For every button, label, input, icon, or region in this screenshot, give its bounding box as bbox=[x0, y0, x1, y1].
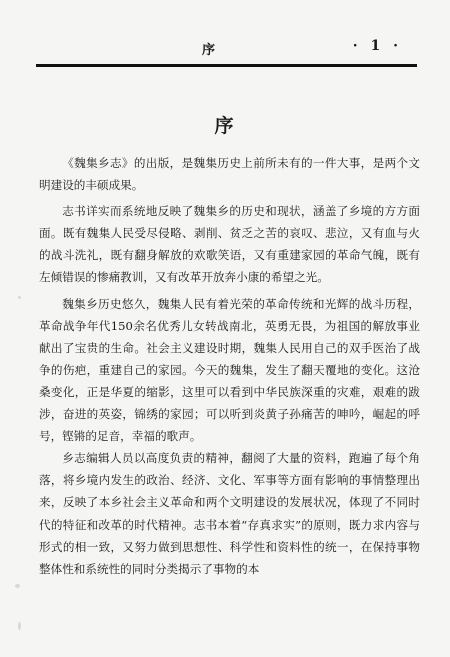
page-number: · 1 · bbox=[352, 38, 402, 54]
section-title: 序 bbox=[214, 115, 236, 137]
paragraph-3: 魏集乡历史悠久，魏集人民有着光荣的革命传统和光辉的战斗历程，革命战争年代150余名优秀儿女转战南北，英勇无畏，为祖国的解放事业献出了宝贵的生命。社会主义建设时期，魏集人民用自己的双手医治了战争的伤疤，重建自己的家园。今天的魏集，发生了翻天覆地的变化。这沧桑变化，正是华夏的缩影，这里可以看到中华民族深重的灾难，艰难的跋涉，奋进的英姿，锦绣的家园；可以听到炎黄子孙痛苦的呻吟，崛起的呼号，铿锵的足音，幸福的歌声。 bbox=[39, 296, 420, 444]
header-rule bbox=[36, 64, 417, 67]
preface-body bbox=[39, 152, 420, 580]
paragraph-2: 志书详实而系统地反映了魏集乡的历史和现状，涵盖了乡境的方方面面。既有魏集人民受尽侵略、剥削、贫乏之苦的哀叹、悲泣，又有血与火的战斗洗礼，既有翻身解放的欢歌笑语，又有重建家园的革命气魄，既有左倾错误的惨痛教训，又有改革开放奔小康的希望之光。 bbox=[39, 204, 420, 285]
scan-smudge bbox=[18, 622, 21, 630]
running-head-title: 序 bbox=[202, 43, 217, 58]
scan-smudge bbox=[18, 296, 21, 299]
paragraph-1: 《魏集乡志》的出版，是魏集历史上前所未有的一件大事，是两个文明建设的丰硕成果。 bbox=[39, 156, 420, 193]
scan-smudge bbox=[15, 584, 20, 588]
running-head bbox=[36, 39, 416, 59]
paragraph-4: 乡志编辑人员以高度负责的精神，翻阅了大量的资料，跑遍了每个角落，将乡境内发生的政治、经济、文化、军事等方面有影响的事情整理出来，反映了本乡社会主义革命和两个文明建设的发展状况，体现了不同时代的特征和改革的时代精神。志书本着“存真求实”的原则，既力求内容与形式的相一致，又努力做到思想性、科学性和资料性的统一，在保持事物整体性和系统性的同时分类揭示了事物的本 bbox=[39, 451, 420, 576]
